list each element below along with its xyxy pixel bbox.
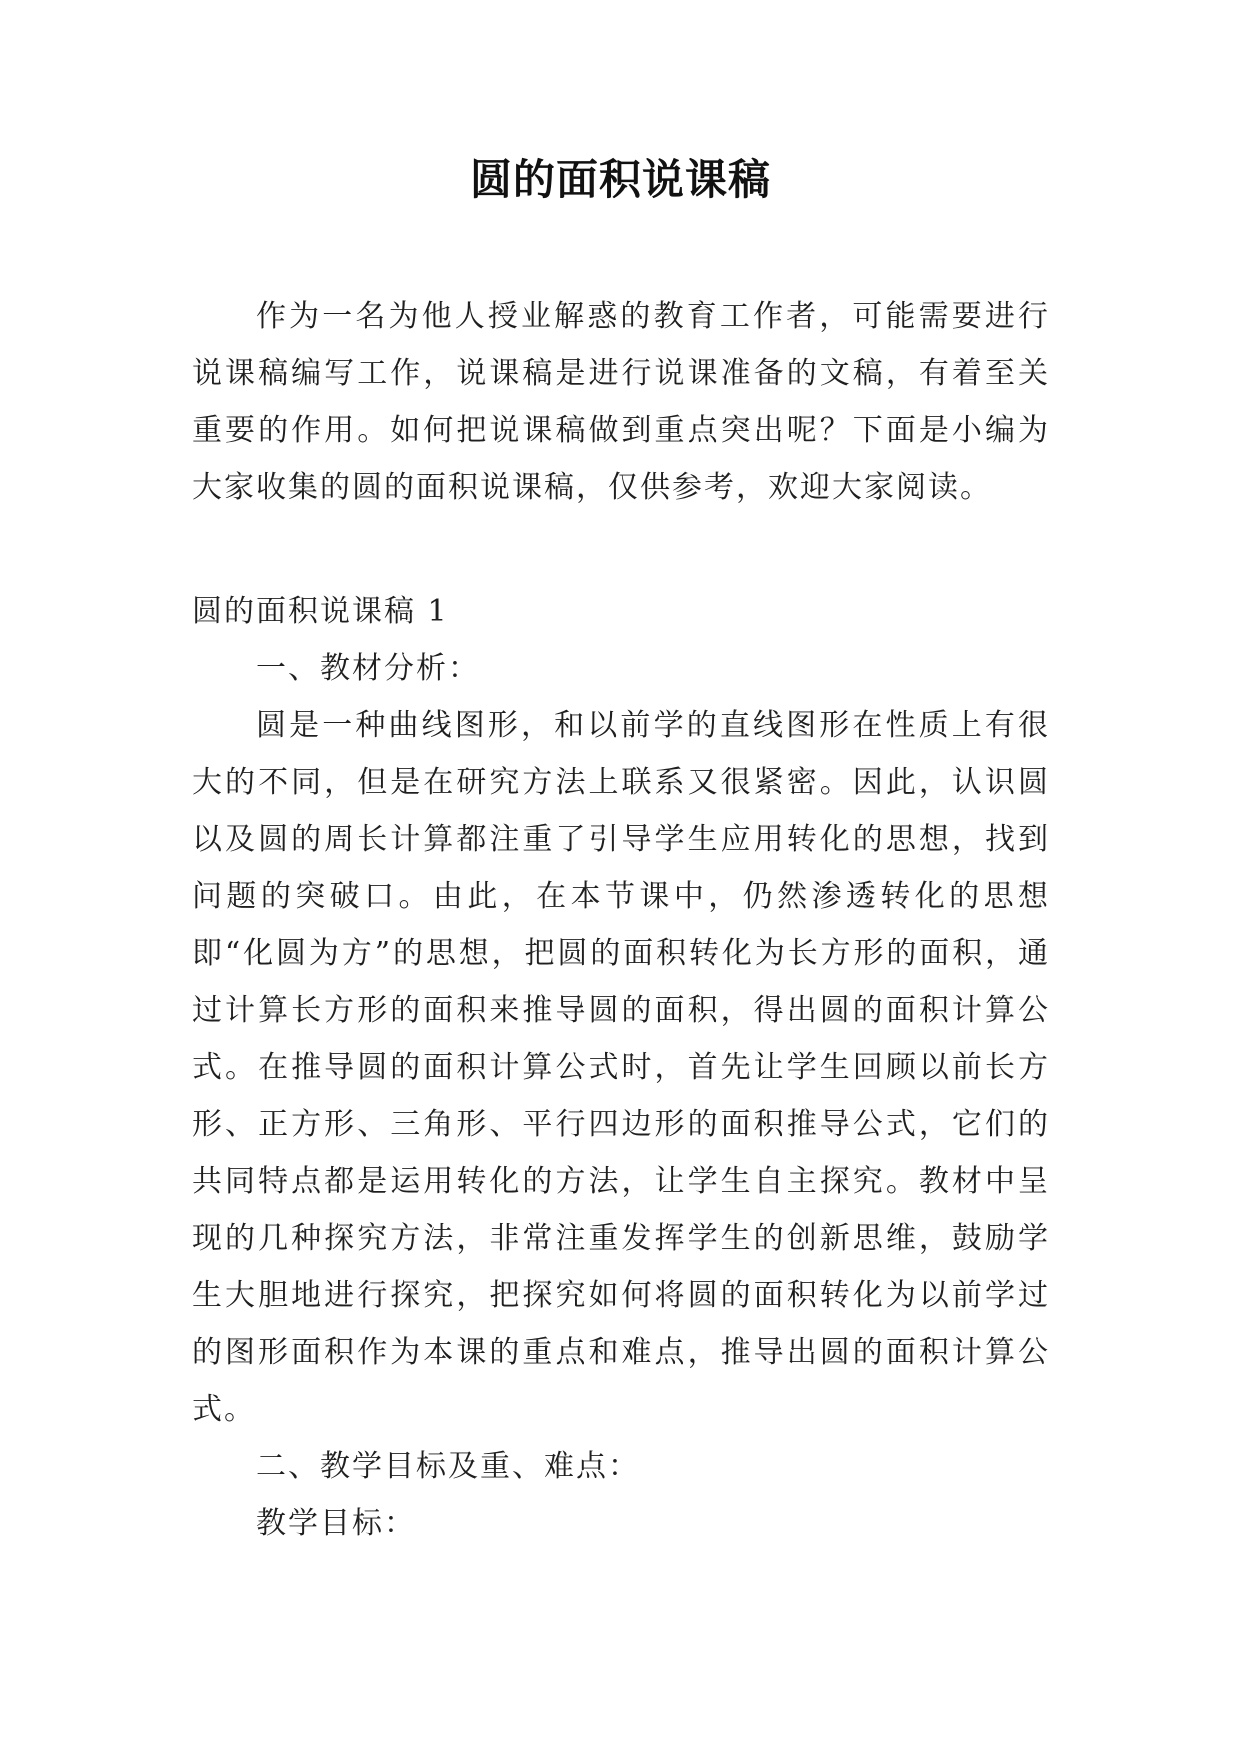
goals-subheading: 教学目标： — [256, 1506, 416, 1541]
goals-heading: 二、教学目标及重、难点： — [256, 1449, 640, 1484]
body-block — [192, 583, 1050, 1552]
document-title: 圆的面积说课稿 — [469, 155, 771, 204]
analysis-paragraph: 圆是一种曲线图形，和以前学的直线图形在性质上有很大的不同，但是在研究方法上联系又很紧密。因此，认识圆以及圆的周长计算都注重了引导学生应用转化的思想，找到问题的突破口。由此，在本节课中，仍然渗透转化的思想即“化圆为方”的思想，把圆的面积转化为长方形的面积，通过计算长方形的面积来推导圆的面积，得出圆的面积计算公式。在推导圆的面积计算公式时，首先让学生回顾以前长方形、正方形、三角形、平行四边形的面积推导公式，它们的共同特点都是运用转化的方法，让学生自主探究。教材中呈现的几种探究方法，非常注重发挥学生的创新思维，鼓励学生大胆地进行探究，把探究如何将圆的面积转化为以前学过的图形面积作为本课的重点和难点，推导出圆的面积计算公式。 — [192, 708, 1050, 1427]
section-heading: 圆的面积说课稿 1 — [192, 594, 449, 629]
intro-block — [192, 288, 1050, 516]
intro-paragraph: 作为一名为他人授业解惑的教育工作者，可能需要进行说课稿编写工作，说课稿是进行说课准备的文稿，有着至关重要的作用。如何把说课稿做到重点突出呢？下面是小编为大家收集的圆的面积说课稿，仅供参考，欢迎大家阅读。 — [192, 299, 1050, 505]
analysis-heading: 一、教材分析： — [256, 651, 480, 686]
